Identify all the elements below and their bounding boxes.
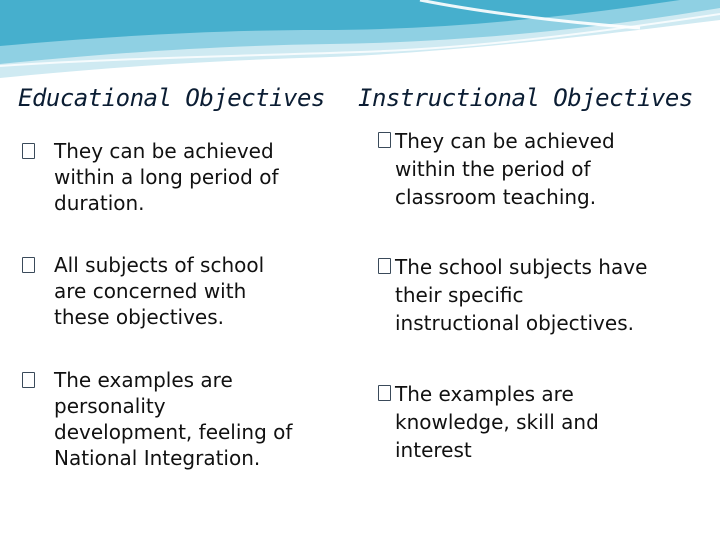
left-bullet-text-2: All subjects of school are concerned with these objectives. [54, 253, 265, 329]
square-bullet-icon [378, 258, 391, 274]
square-bullet-icon [22, 257, 35, 273]
educational-objectives-heading: Educational Objectives [18, 84, 325, 112]
left-bullet-text-1: They can be achieved within a long period of duration. [54, 139, 279, 215]
left-bullet-1 [22, 138, 279, 216]
left-bullet-text-3: The examples are personality development, feeling of National Integration. [54, 368, 293, 470]
right-bullet-text-2: The school subjects have their specific instructional objectives. [395, 255, 648, 335]
square-bullet-icon [22, 372, 35, 388]
instructional-objectives-heading: Instructional Objectives [358, 84, 693, 112]
square-bullet-icon [378, 385, 391, 401]
right-bullet-1 [378, 127, 615, 211]
square-bullet-icon [378, 132, 391, 148]
right-bullet-text-3: The examples are knowledge, skill and interest [395, 382, 599, 462]
square-bullet-icon [22, 143, 35, 159]
right-bullet-2 [378, 253, 647, 337]
right-bullet-text-1: They can be achieved within the period of classroom teaching. [395, 129, 615, 209]
wave-banner-decoration [0, 0, 720, 90]
left-bullet-2 [22, 252, 264, 330]
left-bullet-3 [22, 367, 292, 471]
right-bullet-3 [378, 380, 599, 464]
